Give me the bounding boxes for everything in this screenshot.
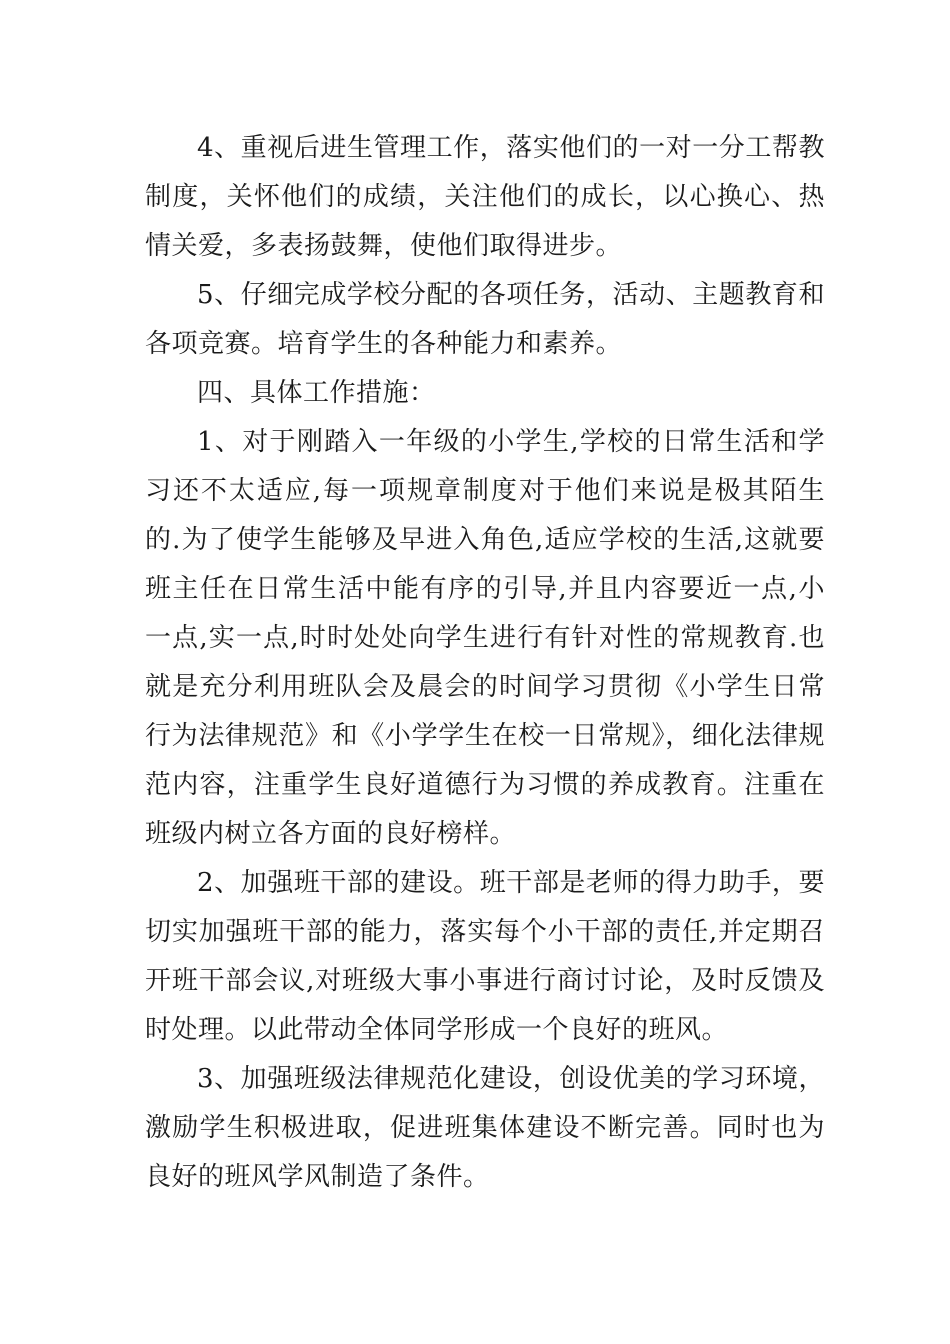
paragraph-routine-education: 1、对于刚踏入一年级的小学生,学校的日常生活和学习还不太适应,每一项规章制度对于他们来说是极其陌生的.为了使学生能够及早进入角色,适应学校的生活,这就要班主任在日常生活中能有序的引导,并且内容要近一点,小一点,实一点,时时处处向学生进行有针对性的常规教育.也就是充分利用班队会及晨会的时间学习贯彻《小学生日常行为法律规范》和《小学学生在校一日常规》，细化法律规范内容，注重学生良好道德行为习惯的养成教育。注重在班级内树立各方面的良好榜样。 [145, 427, 825, 849]
document-body [145, 124, 825, 1202]
paragraph-mentoring: 4、重视后进生管理工作，落实他们的一对一分工帮教制度，关怀他们的成绩，关注他们的成长，以心换心、热情关爱，多表扬鼓舞，使他们取得进步。 [145, 133, 825, 261]
paragraph-school-tasks: 5、仔细完成学校分配的各项任务，活动、主题教育和各项竞赛。培育学生的各种能力和素养。 [145, 280, 825, 359]
section-heading-measures: 四、具体工作措施： [197, 378, 436, 408]
paragraph-class-cadres: 2、加强班干部的建设。班干部是老师的得力助手，要切实加强班干部的能力，落实每个小干部的责任,并定期召开班干部会议,对班级大事小事进行商讨讨论，及时反馈及时处理。以此带动全体同学形成一个良好的班风。 [145, 868, 825, 1045]
paragraph-class-regulation: 3、加强班级法律规范化建设，创设优美的学习环境，激励学生积极进取，促进班集体建设不断完善。同时也为良好的班风学风制造了条件。 [145, 1064, 825, 1192]
